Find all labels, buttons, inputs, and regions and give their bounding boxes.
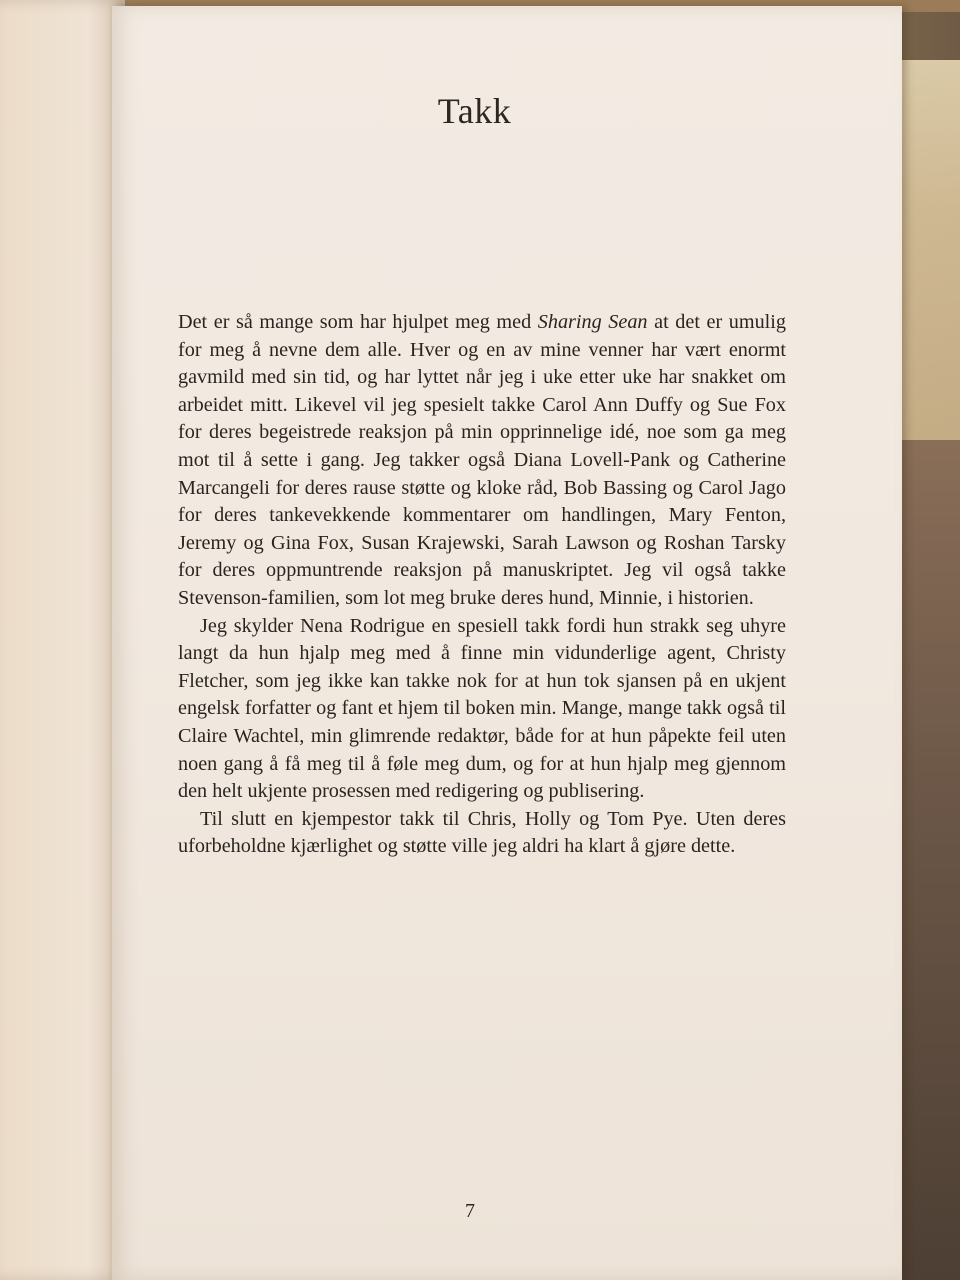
page-number: 7 [465,1200,475,1222]
paragraph-1 [178,309,786,613]
paragraph-1-rest: at det er umulig for meg å nevne dem alle. Hver og en av mine venner har vært enormt gavmild med sin tid, og har lyttet når jeg i uke etter uke har snakket om arbeidet mitt. Likevel vil jeg spesielt takke Carol Ann Duffy og Sue Fox for deres begeistrede reaksjon på min opprinnelige idé, noe som ga meg mot til å sette i gang. Jeg takker også Diana Lovell-Pank og Catherine Marcangeli for deres rause støtte og kloke råd, Bob Bassing og Carol Jago for deres tankevekkende kommentarer om handlingen, Mary Fenton, Jeremy og Gina Fox, Susan Krajewski, Sarah Lawson og Roshan Tarsky for deres oppmuntrende reaksjon på manuskriptet. Jeg vil også takke Stevenson-familien, som lot meg bruke deres hund, Minnie, i historien. [178,311,786,609]
paragraph-3: Til slutt en kjempestor takk til Chris, Holly og Tom Pye. Uten deres uforbeholdne kjærlighet og støtte ville jeg aldri ha klart å gjøre dette. [178,807,786,858]
book-page [112,6,902,1280]
paragraph-2: Jeg skylder Nena Rodrigue en spesiell takk fordi hun strakk seg uhyre langt da hun hjalp meg med å finne min vidunderlige agent, Christy Fletcher, som jeg ikke kan takke nok for at hun tok sjansen på en ukjent engelsk forfatter og fant et hjem til boken min. Mange, mange takk også til Claire Wachtel, min glimrende redaktør, både for at hun påpekte feil uten noen gang å få meg til å føle meg dum, og for at hun hjalp meg gjennom den helt ukjente prosessen med redigering og publisering. [178,614,786,803]
acknowledgements-text [178,309,786,861]
left-facing-page [0,0,125,1280]
book-title-italic: Sharing Sean [537,311,648,333]
paragraph-1-start: Det er så mange som har hjulpet meg med [178,311,538,333]
page-title: Takk [437,91,512,131]
